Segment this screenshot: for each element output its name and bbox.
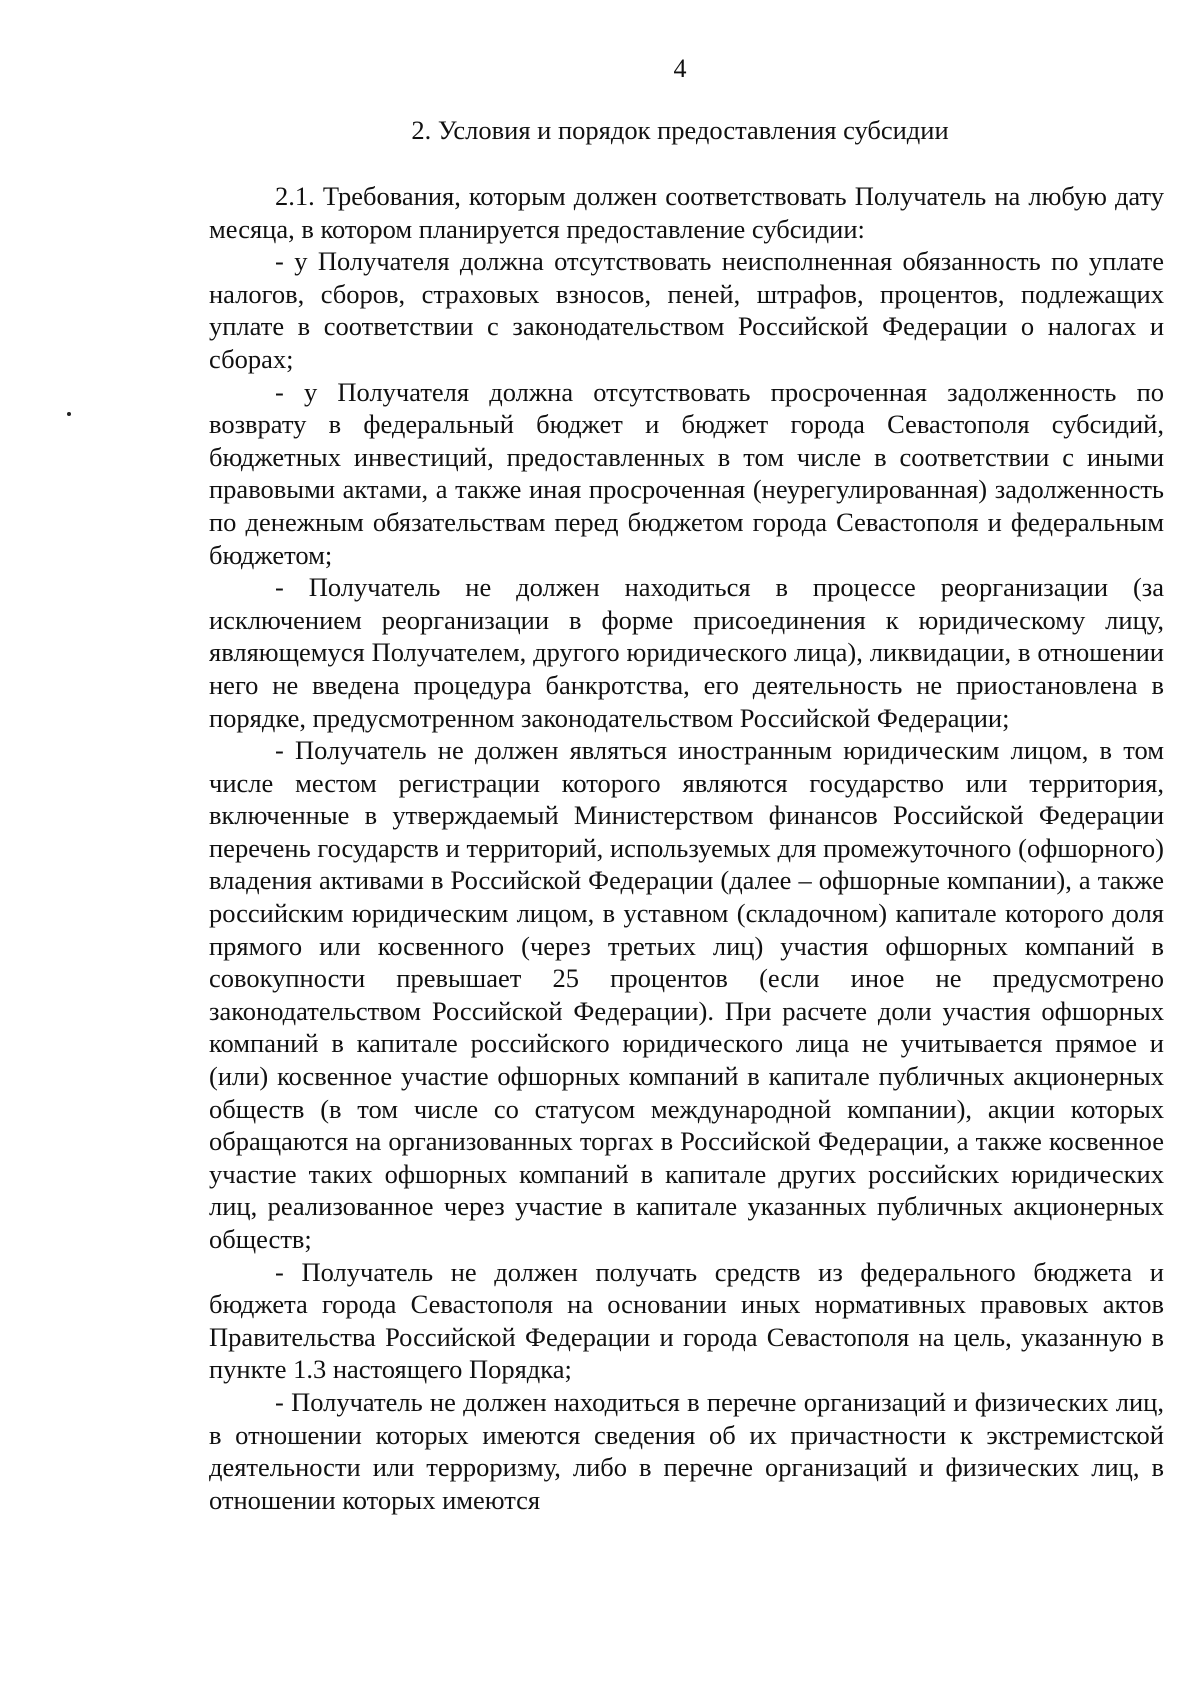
document-body [209, 180, 1164, 1516]
paragraph-other-funding: - Получатель не должен получать средств из федерального бюджета и бюджета города Севастополя на основании иных нормативных правовых актов Правительства Российской Федерации и города Севастополя на цель, указанную в пункте 1.3 настоящего Порядка; [209, 1256, 1164, 1385]
scan-dot-mark [67, 412, 71, 416]
section-title: 2. Условия и порядок предоставления субсидии [411, 115, 949, 145]
paragraph-requirements-intro: 2.1. Требования, которым должен соответствовать Получатель на любую дату месяца, в котором планируется предоставление субсидии: [209, 181, 1164, 244]
paragraph-offshore-companies: - Получатель не должен являться иностранным юридическим лицом, в том числе местом регистрации которого являются государство или территория, включенные в утверждаемый Министерством финансов Российской Федерации перечень государств и территорий, используемых для промежуточного (офшорного) владения активами в Российской Федерации (далее – офшорные компании), а также российским юридическим лицом, в уставном (складочном) капитале которого доля прямого или косвенного (через третьих лиц) участия офшорных компаний в совокупности превышает 25 процентов (если иное не предусмотрено законодательством Российской Федерации). При расчете доли участия офшорных компаний в капитале российского юридического лица не учитывается прямое и (или) косвенное участие офшорных компаний в капитале публичных акционерных обществ (в том числе со статусом международной компании), акции которых обращаются на организованных торгах в Российской Федерации, а также косвенное участие таких офшорных компаний в капитале других российских юридических лиц, реализованное через участие в капитале указанных публичных акционерных обществ; [209, 735, 1164, 1254]
paragraph-tax-obligations: - у Получателя должна отсутствовать неисполненная обязанность по уплате налогов, сборов, страховых взносов, пеней, штрафов, процентов, подлежащих уплате в соответствии с законодательством Российской Федерации о налогах и сборах; [209, 246, 1164, 374]
page-number: 4 [673, 54, 687, 83]
paragraph-overdue-debt: - у Получателя должна отсутствовать просроченная задолженность по возврату в федеральный бюджет и бюджет города Севастополя субсидий, бюджетных инвестиций, предоставленных в том числе в соответствии с иными правовыми актами, а также иная просроченная (неурегулированная) задолженность по денежным обязательствам перед бюджетом города Севастополя и федеральным бюджетом; [209, 376, 1164, 570]
paragraph-reorganization: - Получатель не должен находиться в процессе реорганизации (за исключением реорганизации в форме присоединения к юридическому лицу, являющемуся Получателем, другого юридического лица), ликвидации, в отношении него не введена процедура банкротства, его деятельность не приостановлена в порядке, предусмотренном законодательством Российской Федерации; [209, 572, 1164, 733]
paragraph-extremism-list: - Получатель не должен находиться в перечне организаций и физических лиц, в отношении которых имеются сведения об их причастности к экстремистской деятельности или терроризму, либо в перечне организаций и физических лиц, в отношении которых имеются [209, 1386, 1164, 1515]
